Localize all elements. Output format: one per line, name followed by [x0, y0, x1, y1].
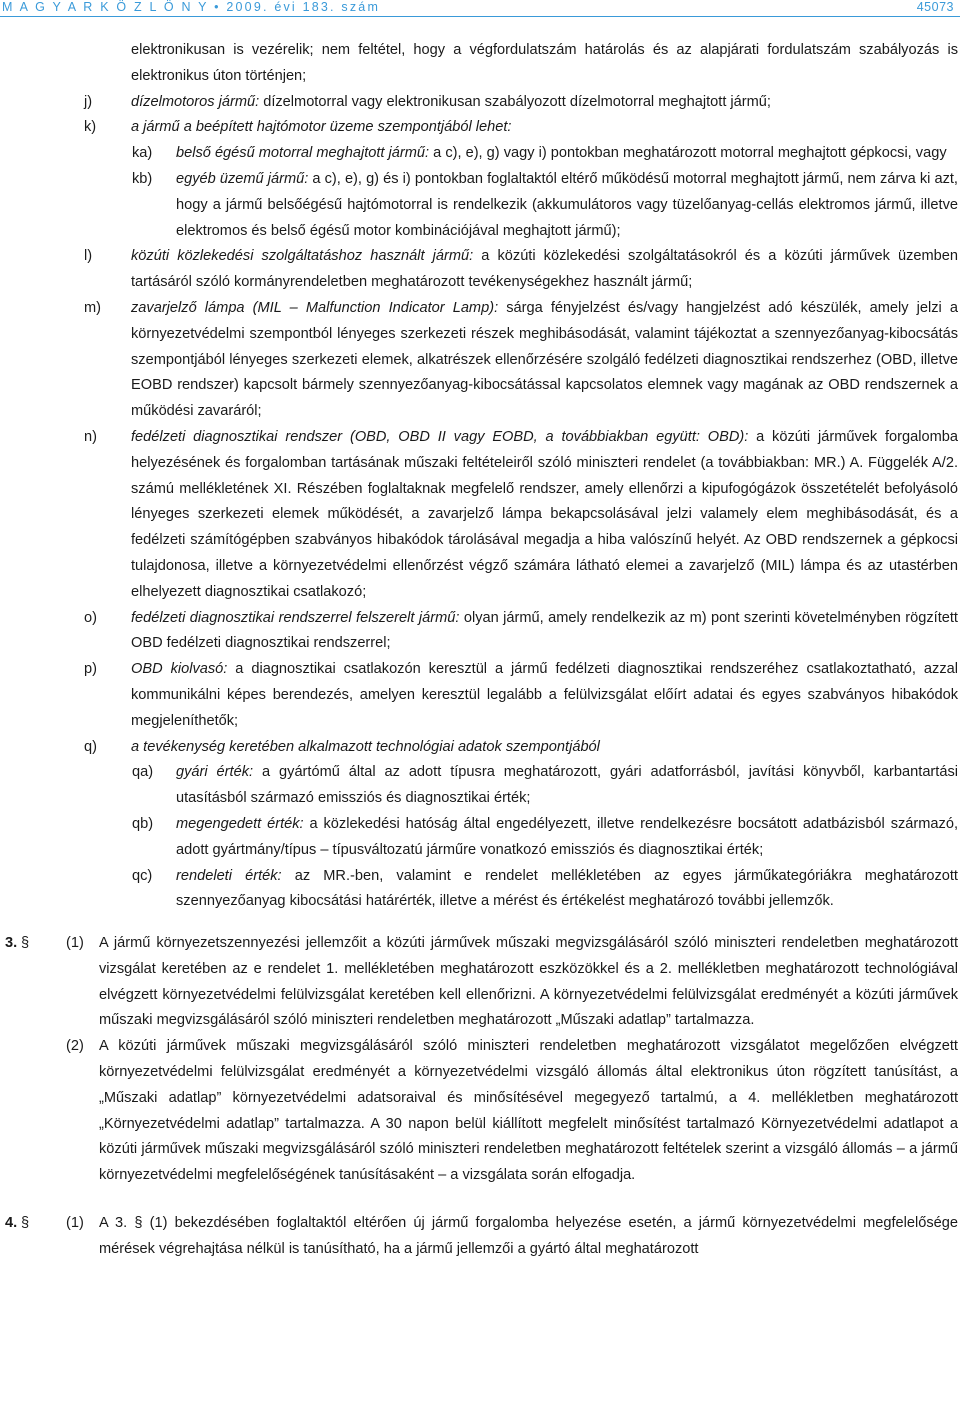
- paragraph-text: A jármű környezetszennyezési jellemzőit a közúti járművek műszaki megvizsgálásáról szóló miniszteri rendeletben meghatározott vizsgálat keretében az e rendelet 1. mellékletében meghatározott eszközökkel és a 2. mellékletben meghatározott technológiával elvégzett környezetvédelmi felülvizsgálat keretében kell ellenőrizni. A környezetvédelmi felülvizsgálat eredményét a közúti járművek műszaki megvizsgálásáról szóló miniszteri rendeletben meghatározott „Műszaki adatlap” tartalmazza.: [99, 935, 958, 1029]
- section-sign: §: [21, 1215, 30, 1232]
- item-label: m): [84, 299, 102, 316]
- item-m: [84, 296, 958, 425]
- item-label: o): [84, 609, 97, 626]
- item-qb: [132, 812, 958, 864]
- item-text: a gyártómű által az adott típusra meghatározott, gyári adatforrásból, javítási könyvből, karbantartási utasításból származó emissziós és diagnosztikai érték;: [176, 764, 959, 807]
- item-text: a közúti járművek forgalomba helyezésének és forgalomban tartásának műszaki feltételeiről szóló miniszteri rendelet (a továbbiakban: MR.) A. Függelék A/2. számú mellékletének XI. Részében foglaltaknak megfelelő rendszer, amely ellenőrzi a kipufogógázok összetételét befolyásoló lényeges szerkezeti elemek működését, a zavarjelző lámpa bekapcsolásával jelzi valamely elem meghibásodását, és a fedélzeti számítógépben szabványos hibakódok tárolásával megadja a hiba valószínű helyét. Az OBD rendszernek a gépkocsi tulajdonosa, illetve a környezetvédelmi ellenőrzést végző számára látható elemei a zavarjelző (MIL) lámpa és az utastérben elhelyezett diagnosztikai csatlakozó;: [131, 428, 958, 600]
- item-label: qb): [132, 815, 154, 832]
- continuation-text: elektronikusan is vezérelik; nem feltétel, hogy a végfordulatszám határolás és az alapjárati fordulatszám szabályozás is elektronikus úton történjen;: [131, 42, 958, 84]
- item-text: a c), e), g) vagy i) pontokban meghatározott motorral meghajtott gépkocsi, vagy: [429, 145, 947, 162]
- item-p: [84, 657, 958, 734]
- item-term: fedélzeti diagnosztikai rendszerrel felszerelt jármű:: [131, 609, 460, 626]
- item-term: rendeleti érték:: [176, 867, 282, 884]
- item-label: ka): [132, 145, 153, 162]
- item-text: sárga fényjelzést és/vagy hangjelzést adó készülék, amely jelzi a környezetvédelmi szempontból lényeges szerkezeti részek meghibásodását, valamint tájékoztat a szennyezőanyag-kibocsátás szempontjából lényeges szerkezeti elemek, alkatrészek ellenőrzésére szolgáló fedélzeti diagnosztikai rendszerhez (OBD, illetve EOBD rendszer) kapcsolt bármely szennyezőanyag-kibocsátással kapcsolatos elemnek vagy magának az OBD rendszernek a működési zavaráról;: [131, 299, 958, 420]
- item-label: p): [84, 661, 97, 678]
- item-label: j): [84, 93, 93, 110]
- item-n: [84, 425, 958, 606]
- item-label: l): [84, 248, 93, 265]
- item-term: zavarjelző lámpa (MIL – Malfunction Indicator Lamp):: [131, 299, 499, 316]
- item-o: [84, 606, 958, 658]
- item-term: egyéb üzemű jármű:: [176, 170, 309, 187]
- item-k: [84, 115, 958, 141]
- item-ka: [132, 141, 958, 167]
- paragraph-text: A 3. § (1) bekezdésében foglaltaktól eltérően új jármű forgalomba helyezése esetén, a jármű környezetvédelmi megfelelősége mérések végrehajtása nélkül is tanúsítható, ha a jármű jellemzői a gyártó által meghatározott: [99, 1215, 958, 1257]
- continuation-paragraph: [131, 38, 958, 90]
- item-text: a közlekedési hatóság által engedélyezett, illetve rendelkezésre bocsátott adatbázisból származó, adott gyártmány/típus – típusváltozatú járműre vonatkozó emissziós és diagnosztikai érték;: [176, 815, 958, 858]
- item-qc: [132, 864, 958, 916]
- section-number: 4.: [5, 1215, 18, 1232]
- item-text: a c), e), g) és i) pontokban foglaltaktól eltérő működésű motorral meghajtott jármű, nem zárva ki azt, hogy a jármű belsőégésű hajtómotorral is rendelkezik (akkumulátoros vagy tüzelőanyag-cellás elektromos jármű, illetve elektromos és belső égésű motor kombinációjával meghajtott jármű);: [176, 170, 958, 239]
- item-term: gyári érték:: [176, 764, 254, 781]
- item-text: az MR.-ben, valamint e rendelet mellékletében az egyes járműkategóriákra meghatározott szennyezőanyag kibocsátási határérték, illetve a mérést és értékelést meghatározó további jellemzők.: [176, 867, 958, 910]
- section-3-paragraph-1: [5, 931, 958, 1034]
- item-text: a tevékenység keretében alkalmazott technológiai adatok szempontjából: [131, 738, 600, 755]
- item-text: dízelmotorral vagy elektronikusan szabályozott dízelmotorral meghajtott jármű;: [259, 93, 771, 110]
- item-label: q): [84, 738, 97, 755]
- item-text: a jármű a beépített hajtómotor üzeme szempontjából lehet:: [131, 119, 512, 136]
- item-term: dízelmotoros jármű:: [131, 93, 260, 110]
- item-l: [84, 244, 959, 296]
- section-3-paragraph-2: [66, 1034, 958, 1189]
- paragraph-label: (1): [66, 935, 84, 952]
- section-sign: §: [21, 935, 30, 952]
- item-qa: [132, 760, 959, 812]
- item-term: közúti közlekedési szolgáltatáshoz használt jármű:: [131, 248, 474, 265]
- item-text: olyan jármű, amely rendelkezik az m) pont szerinti követelményben rögzített OBD fedélzeti diagnosztikai rendszerrel;: [131, 609, 958, 652]
- journal-title: M A G Y A R K Ö Z L Ö N Y • 2009. évi 183. szám: [2, 0, 381, 14]
- item-q: [84, 735, 958, 761]
- paragraph-text: A közúti járművek műszaki megvizsgálásáról szóló miniszteri rendeletben meghatározott vizsgálatot megelőzően elvégzett környezetvédelmi felülvizsgálat eredményét a környezetvédelmi vizsgáló állomás által elektronikus úton rögzített tanúsítást, a „Műszaki adatlap” környezetvédelmi adatsoraival és minősítésével megegyező tartalmú, a 4. mellékletben meghatározott „Környezetvédelmi adatlap” tartalmazza. A 30 napon belül kiállított megfelelt minősítést tartalmazó Környezetvédelmi adatlapot a közúti járművek műszaki megvizsgálásáról szóló miniszteri rendeletben meghatározott feltételek szerint a vizsgáló állomás – a jármű környezetvédelmi megfelelőségének tanúsításaként – a vizsgálata során elfogadja.: [99, 1038, 958, 1184]
- section-4-paragraph-1: [5, 1211, 958, 1263]
- item-label: k): [84, 119, 97, 136]
- item-term: OBD kiolvasó:: [131, 661, 228, 678]
- document-body: [0, 38, 960, 1263]
- item-term: fedélzeti diagnosztikai rendszer (OBD, OBD II vagy EOBD, a továbbiakban együtt: OBD):: [131, 428, 749, 445]
- header-rule: [0, 16, 960, 17]
- item-j: [84, 90, 958, 116]
- paragraph-label: (2): [66, 1038, 84, 1055]
- paragraph-label: (1): [66, 1215, 84, 1232]
- page-number: 45073: [916, 0, 954, 14]
- item-label: n): [84, 428, 97, 445]
- item-term: belső égésű motorral meghajtott jármű:: [176, 145, 430, 162]
- item-text: a közúti közlekedési szolgáltatásokról és a közúti járművek üzemben tartásáról szóló kormányrendeletben meghatározott tevékenységekhez használt jármű;: [131, 248, 959, 291]
- item-label: kb): [132, 170, 153, 187]
- item-term: megengedett érték:: [176, 815, 304, 832]
- item-kb: [132, 167, 958, 244]
- item-label: qc): [132, 867, 153, 884]
- item-label: qa): [132, 764, 154, 781]
- item-text: a diagnosztikai csatlakozón keresztül a jármű fedélzeti diagnosztikai rendszeréhez csatlakoztatható, azzal kommunikálni képes berendezés, amelyen keresztül legalább a felülvizsgálat előírt adatai és egyes szabványos hibakódok megjeleníthetők;: [131, 661, 958, 729]
- section-number: 3.: [5, 935, 18, 952]
- page-header: [0, 0, 960, 18]
